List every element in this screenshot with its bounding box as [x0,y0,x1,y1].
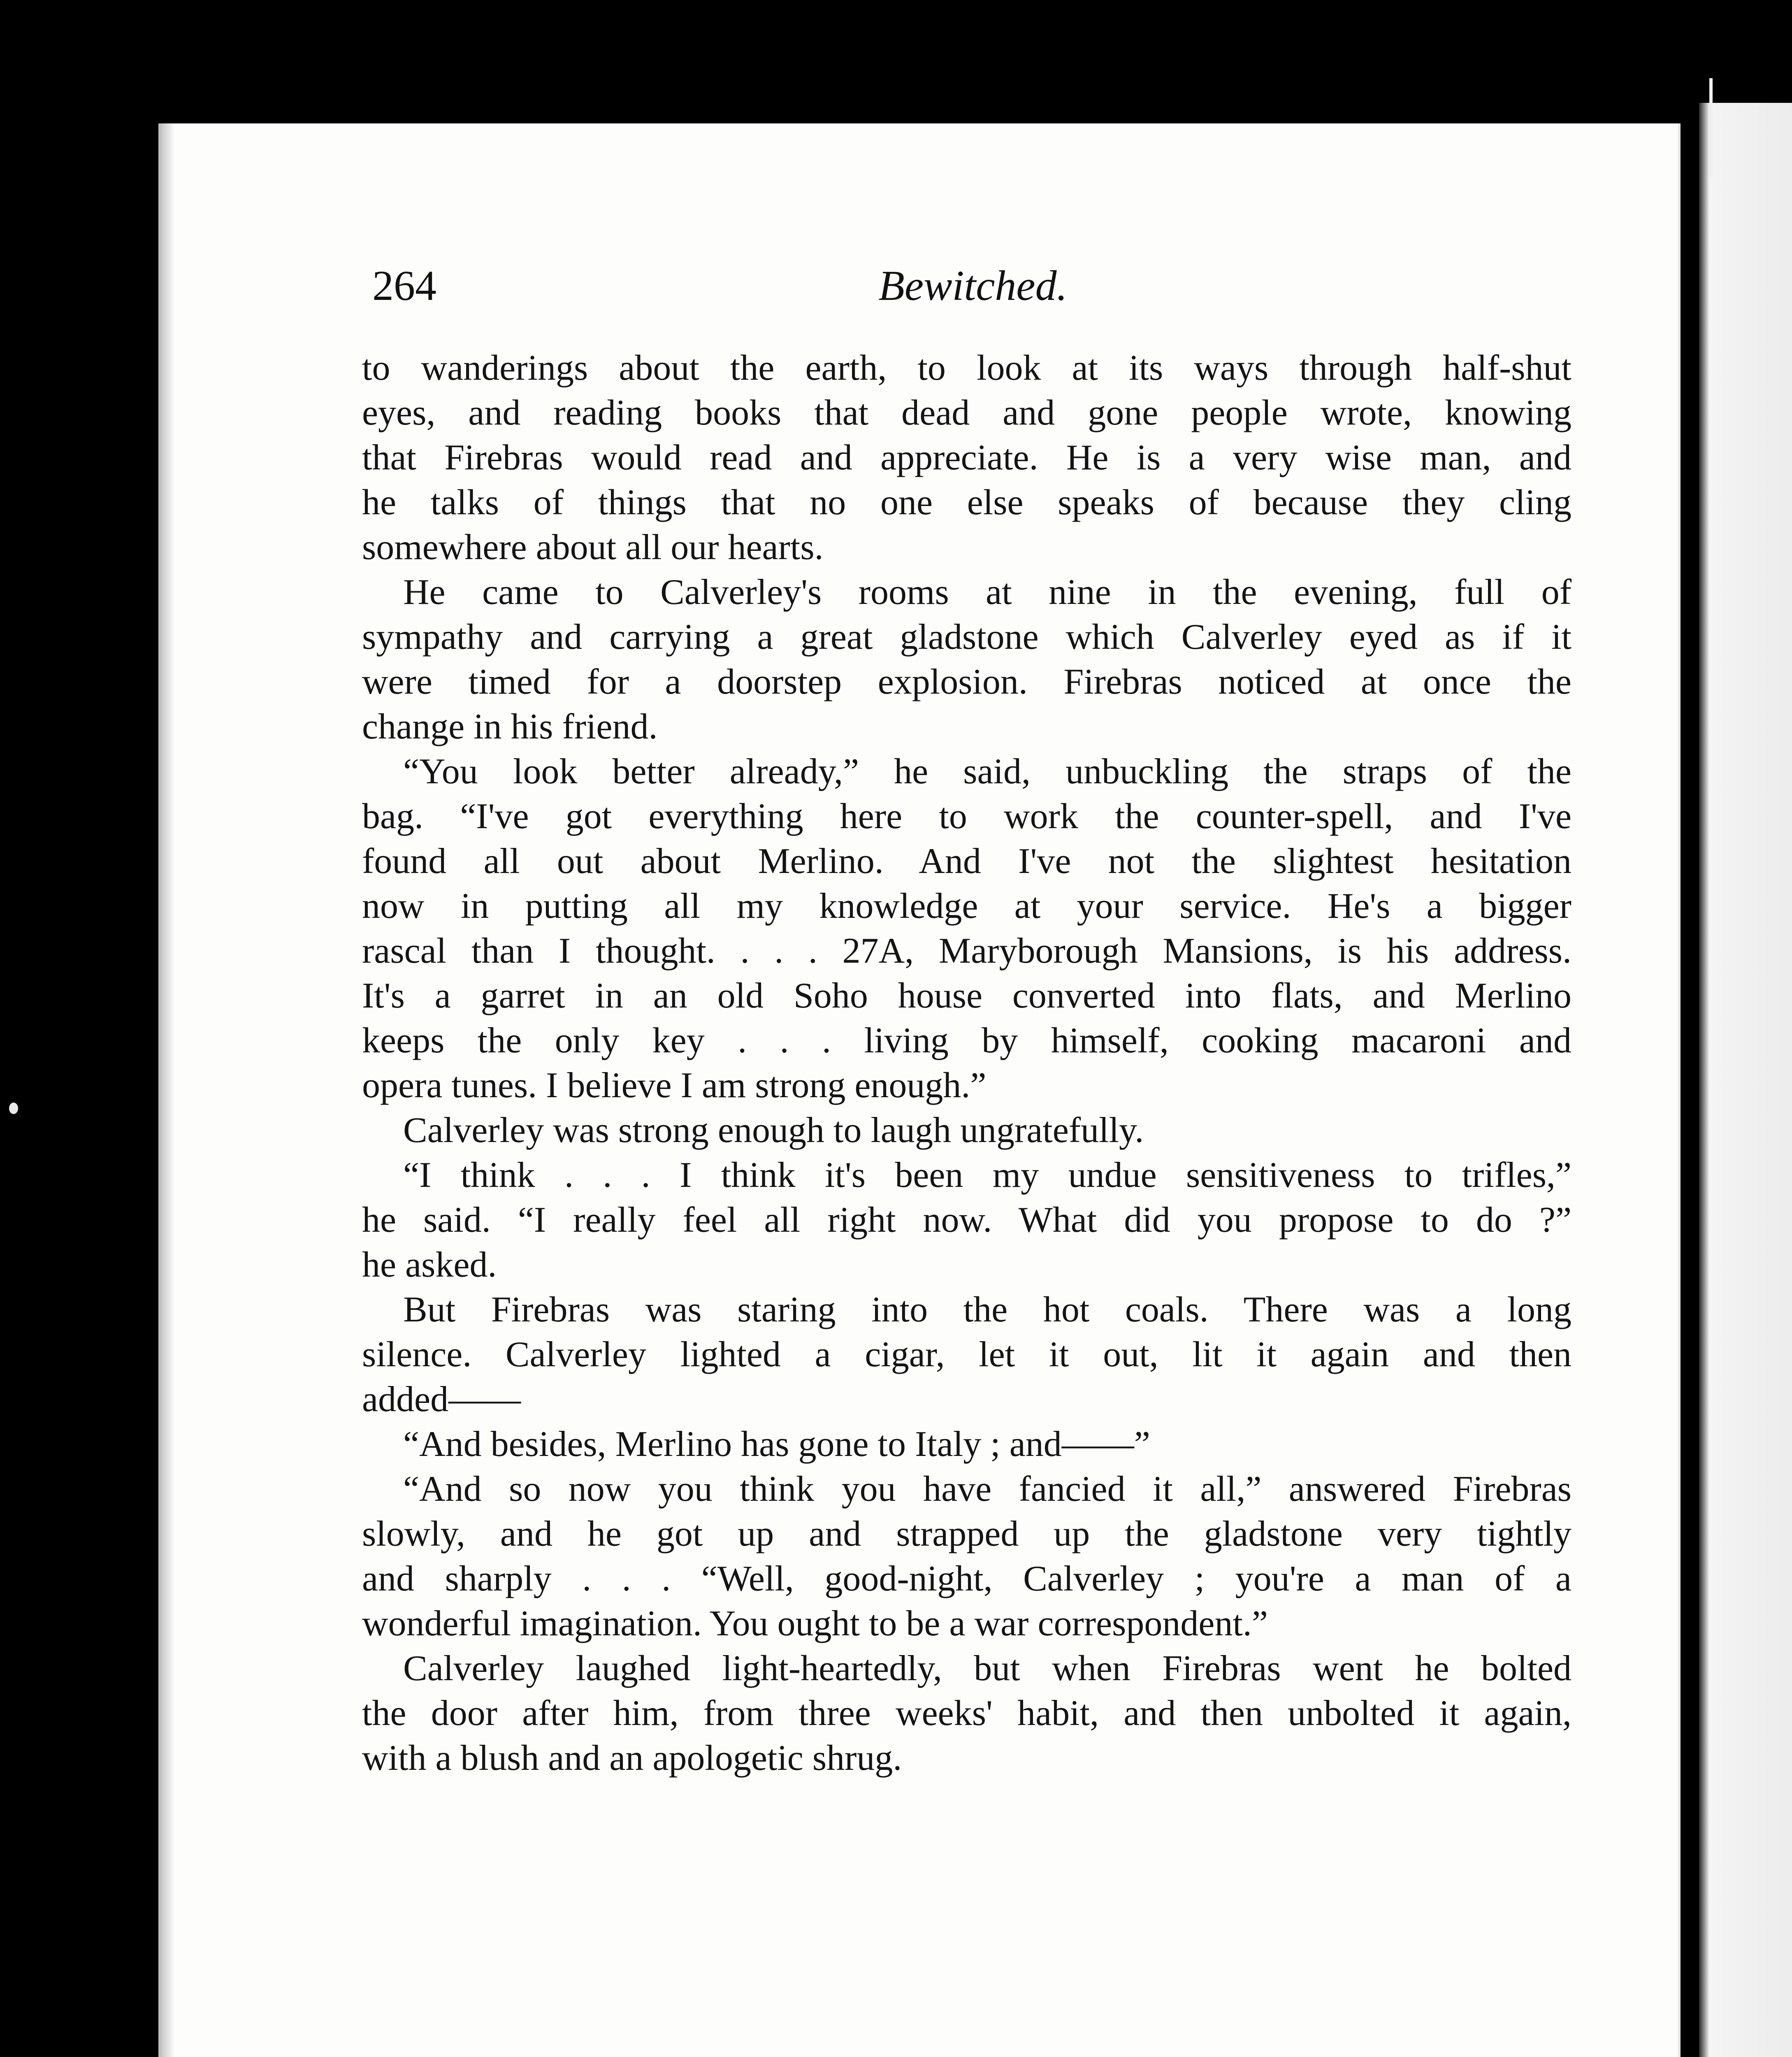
text-line: added—— [362,1379,521,1419]
text-line: bag. “I've got everything here to work the counter-spell, and I've [362,796,1571,836]
running-title: Bewitched. [878,262,1068,309]
text-line: with a blush and an apologetic shrug. [362,1738,902,1778]
text-line: eyes, and reading books that dead and gone people wrote, knowing [362,393,1571,433]
body-text [362,346,1571,1781]
text-line: “You look better already,” he said, unbuckling the straps of the [403,752,1571,792]
text-line: and sharply . . . “Well, good-night, Calverley ; you're a man of a [362,1559,1571,1599]
text-line: “And so now you think you have fancied it all,” answered Firebras [403,1469,1571,1509]
text-line: Calverley was strong enough to laugh ungratefully. [403,1110,1144,1150]
scan-speck [9,1103,18,1114]
text-line: Calverley laughed light-heartedly, but when Firebras went he bolted [403,1648,1571,1688]
text-line: were timed for a doorstep explosion. Firebras noticed at once the [362,662,1571,702]
text-line: “I think . . . I think it's been my undue sensitiveness to trifles,” [403,1155,1571,1195]
text-line: But Firebras was staring into the hot coals. There was a long [403,1290,1571,1330]
text-line: to wanderings about the earth, to look at its ways through half-shut [362,348,1571,388]
text-line: change in his friend. [362,707,658,747]
binding-mark [1709,78,1713,177]
text-line: slowly, and he got up and strapped up the gladstone very tightly [362,1514,1571,1554]
text-line: that Firebras would read and appreciate. He is a very wise man, and [362,438,1571,478]
text-line: He came to Calverley's rooms at nine in the evening, full of [403,572,1571,612]
text-line: It's a garret in an old Soho house converted into flats, and Merlino [362,976,1571,1016]
text-line: wonderful imagination. You ought to be a war correspondent.” [362,1604,1268,1644]
text-line: “And besides, Merlino has gone to Italy ; and——” [403,1424,1150,1464]
text-line: silence. Calverley lighted a cigar, let it out, lit it again and then [362,1335,1571,1374]
text-line: opera tunes. I believe I am strong enough.” [362,1066,987,1105]
next-page-edge [1699,103,1792,2057]
text-line: somewhere about all our hearts. [362,527,824,567]
text-line: found all out about Merlino. And I've not the slightest hesitation [362,841,1571,881]
text-line: the door after him, from three weeks' habit, and then unbolted it again, [362,1693,1571,1733]
text-line: now in putting all my knowledge at your service. He's a bigger [362,886,1571,926]
text-line: he said. “I really feel all right now. What did you propose to do ?” [362,1200,1571,1240]
text-line: sympathy and carrying a great gladstone which Calverley eyed as if it [362,617,1571,657]
page-number: 264 [372,262,436,309]
text-line: he talks of things that no one else speaks of because they cling [362,483,1571,522]
page-gutter-shadow [158,123,175,2057]
running-head [372,257,1574,315]
text-line: he asked. [362,1245,497,1285]
text-line: rascal than I thought. . . . 27A, Maryborough Mansions, is his address. [362,931,1571,971]
text-line: keeps the only key . . . living by himself, cooking macaroni and [362,1021,1571,1061]
